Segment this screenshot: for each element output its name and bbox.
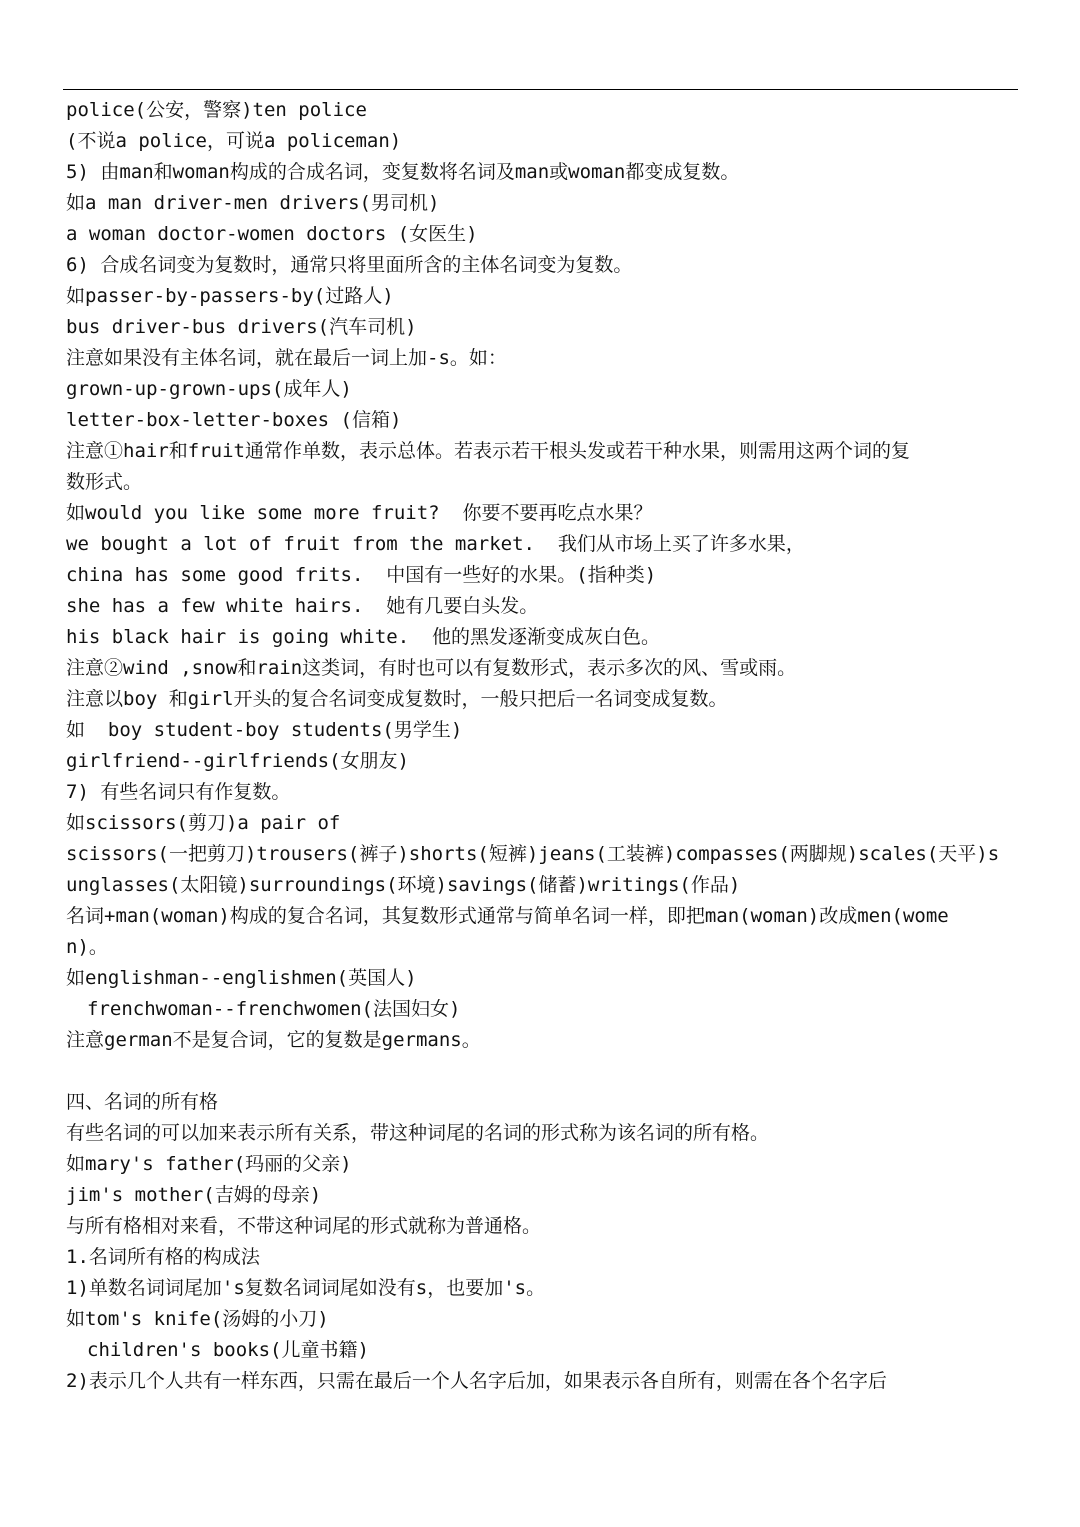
text-line: bus driver-bus drivers(汽车司机) xyxy=(66,316,417,338)
text-line: 如 boy student-boy students(男学生) xyxy=(66,719,463,741)
text-line: she has a few white hairs. 她有几要白头发。 xyxy=(66,595,539,617)
text-line: 有些名词的可以加来表示所有关系，带这种词尾的名词的形式称为该名词的所有格。 xyxy=(66,1122,770,1144)
text-line: 7) 有些名词只有作复数。 xyxy=(66,781,291,803)
text-line: 如passer-by-passers-by(过路人) xyxy=(66,285,394,307)
section-heading: 四、名词的所有格 xyxy=(66,1091,219,1113)
subsection-heading: 1.名词所有格的构成法 xyxy=(66,1246,260,1268)
text-line: grown-up-grown-ups(成年人) xyxy=(66,378,352,400)
text-line: jim's mother(吉姆的母亲) xyxy=(66,1184,322,1206)
text-line: 如tom's knife(汤姆的小刀) xyxy=(66,1308,329,1330)
blank-line xyxy=(66,1056,1018,1087)
text-line: 名词+man(woman)构成的复合名词，其复数形式通常与简单名词一样，即把man(woman)改成men(wome xyxy=(66,905,949,927)
text-line: 5) 由man和woman构成的合成名词，变复数将名词及man或woman都变成复数。 xyxy=(66,161,740,183)
text-line: scissors(一把剪刀)trousers(裤子)shorts(短裤)jeans(工装裤)compasses(两脚规)scales(天平)s xyxy=(66,843,1000,865)
text-line: 注意①hair和fruit通常作单数，表示总体。若表示若干根头发或若干种水果，则需用这两个词的复 xyxy=(66,440,910,462)
text-line: 如scissors(剪刀)a pair of xyxy=(66,812,341,834)
text-line: girlfriend--girlfriends(女朋友) xyxy=(66,750,409,772)
text-line: frenchwoman--frenchwomen(法国妇女) xyxy=(87,998,461,1020)
text-line: (不说a police，可说a policeman) xyxy=(66,130,402,152)
text-line: 1)单数名词词尾加's复数名词词尾如没有s，也要加's。 xyxy=(66,1277,546,1299)
text-line: children's books(儿童书籍) xyxy=(87,1339,369,1361)
text-line: a woman doctor-women doctors (女医生) xyxy=(66,223,478,245)
text-line: n)。 xyxy=(66,936,108,958)
text-line: 如mary's father(玛丽的父亲) xyxy=(66,1153,352,1175)
text-line: 如would you like some more fruit? 你要不要再吃点水果？ xyxy=(66,502,653,524)
text-line: we bought a lot of fruit from the market. 我们从市场上买了许多水果， xyxy=(66,533,805,555)
text-line: 注意german不是复合词，它的复数是germans。 xyxy=(66,1029,481,1051)
text-line: unglasses(太阳镜)surroundings(环境)savings(储蓄)writings(作品) xyxy=(66,874,741,896)
text-line: 2)表示几个人共有一样东西，只需在最后一个人名字后加，如果表示各自所有，则需在各个名字后 xyxy=(66,1370,887,1392)
document-body xyxy=(66,95,1018,1397)
text-line: 如a man driver-men drivers(男司机) xyxy=(66,192,440,214)
text-line: china has some good frits. 中国有一些好的水果。(指种类) xyxy=(66,564,657,586)
text-line: 注意以boy 和girl开头的复合名词变成复数时，一般只把后一名词变成复数。 xyxy=(66,688,728,710)
text-line: 数形式。 xyxy=(66,471,143,493)
text-line: 如englishman--englishmen(英国人) xyxy=(66,967,417,989)
header-rule xyxy=(63,89,1018,90)
text-line: police(公安，警察)ten police xyxy=(66,99,367,121)
text-line: his black hair is going white. 他的黑发逐渐变成灰白色。 xyxy=(66,626,661,648)
text-line: 与所有格相对来看，不带这种词尾的形式就称为普通格。 xyxy=(66,1215,542,1237)
text-line: 6) 合成名词变为复数时，通常只将里面所含的主体名词变为复数。 xyxy=(66,254,633,276)
text-line: 注意②wind ,snow和rain这类词，有时也可以有复数形式，表示多次的风、雪或雨。 xyxy=(66,657,797,679)
text-line: 注意如果没有主体名词，就在最后一词上加-s。如： xyxy=(66,347,507,369)
text-line: letter-box-letter-boxes (信箱) xyxy=(66,409,402,431)
